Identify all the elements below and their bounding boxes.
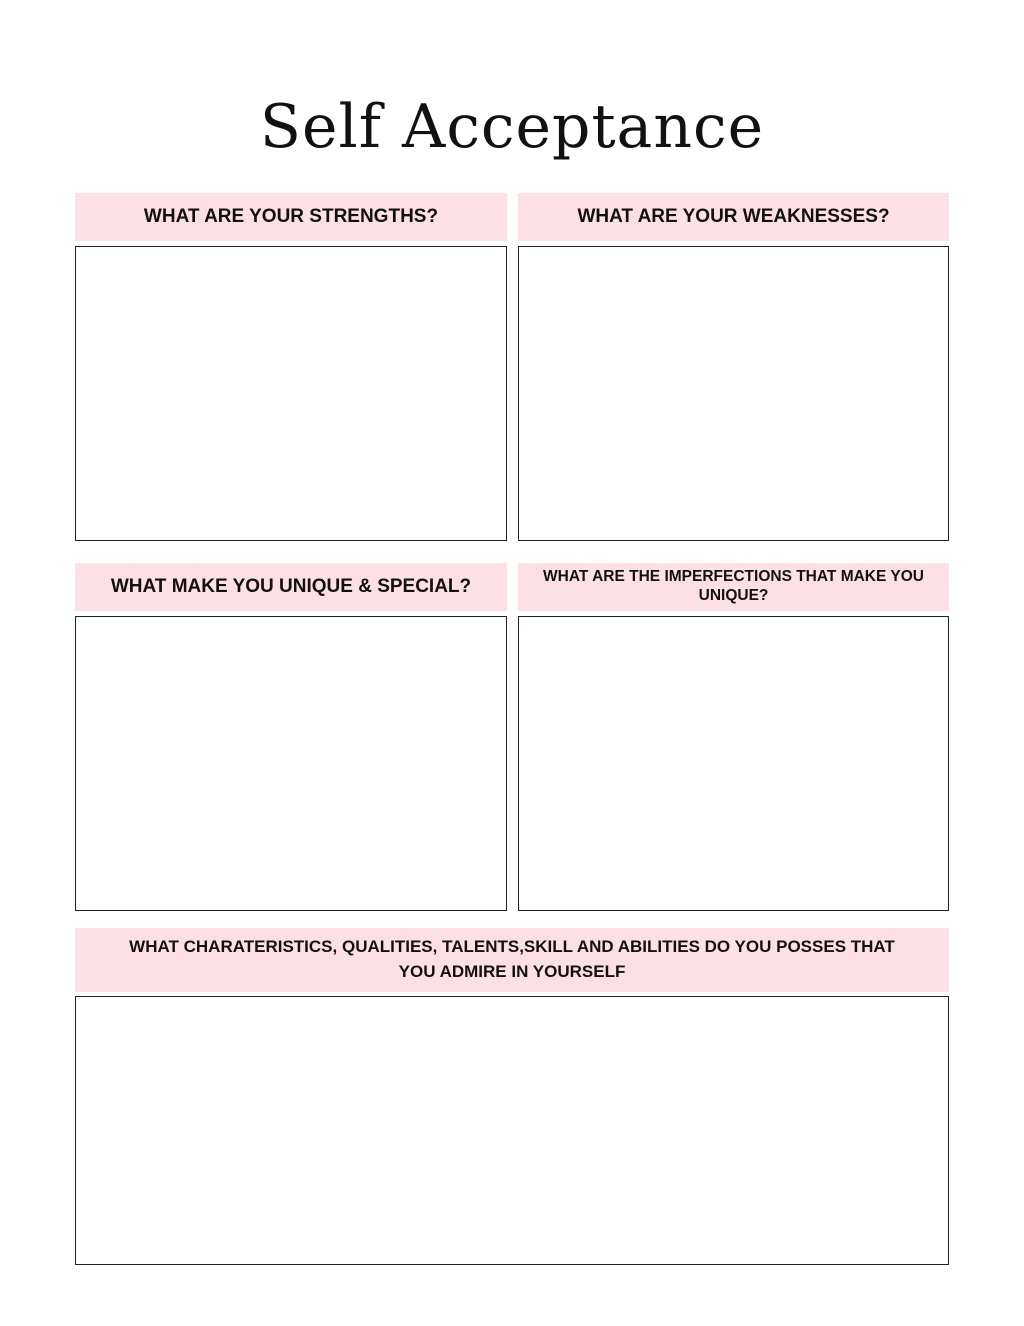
admired-qualities-answer-box[interactable] [75, 996, 949, 1265]
admired-qualities-heading: WHAT CHARATERISTICS, QUALITIES, TALENTS,SKILL AND ABILITIES DO YOU POSSES THAT YOU ADMIRE IN YOURSELF [75, 928, 949, 992]
unique-special-heading: WHAT MAKE YOU UNIQUE & SPECIAL? [75, 563, 507, 611]
page-title: Self Acceptance [259, 92, 765, 162]
imperfections-answer-box[interactable] [518, 616, 949, 911]
strengths-heading: WHAT ARE YOUR STRENGTHS? [75, 193, 507, 241]
weaknesses-answer-box[interactable] [518, 246, 949, 541]
strengths-answer-box[interactable] [75, 246, 507, 541]
imperfections-heading: WHAT ARE THE IMPERFECTIONS THAT MAKE YOU UNIQUE? [518, 563, 949, 611]
unique-special-answer-box[interactable] [75, 616, 507, 911]
weaknesses-heading: WHAT ARE YOUR WEAKNESSES? [518, 193, 949, 241]
